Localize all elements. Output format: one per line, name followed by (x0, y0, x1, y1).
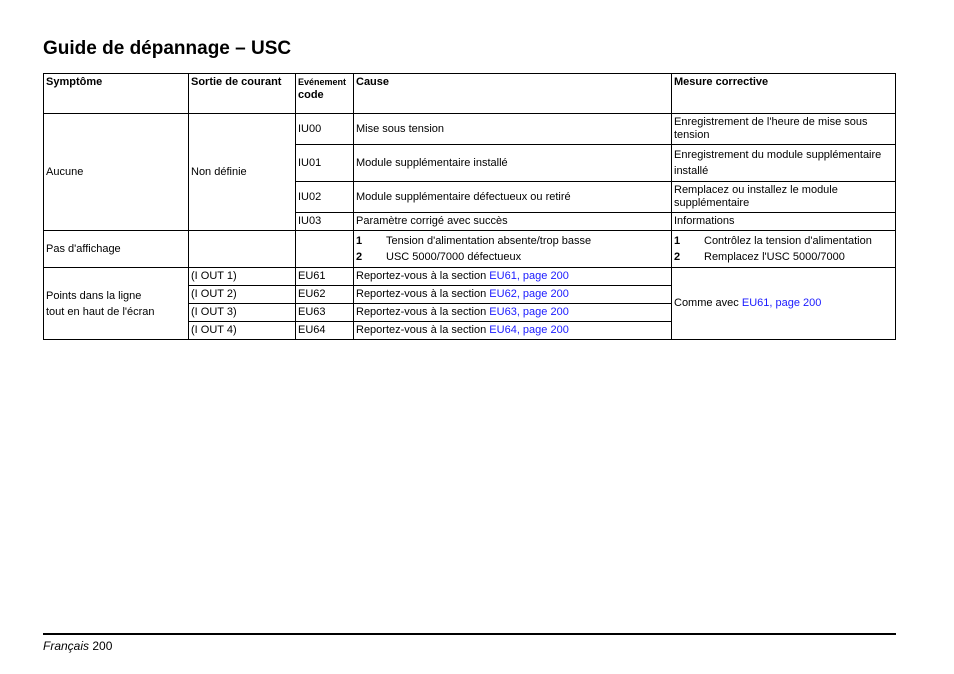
action-cell (672, 231, 896, 268)
section-link[interactable]: EU61, page 200 (741, 297, 822, 309)
code-cell: IU02 (296, 182, 354, 213)
action-cell: Informations (672, 213, 896, 231)
code-cell: EU62 (296, 286, 354, 304)
numbered-item: 1 Tension d'alimentation absente/trop basse (356, 235, 592, 247)
symptom-cell: Aucune (44, 114, 189, 231)
header-code: code (298, 89, 324, 101)
output-cell: (I OUT 1) (189, 268, 296, 286)
output-cell: (I OUT 3) (189, 304, 296, 322)
page-title: Guide de dépannage – USC (43, 38, 292, 59)
code-cell (296, 231, 354, 268)
troubleshooting-table (43, 73, 896, 340)
code-cell: IU01 (296, 145, 354, 182)
numbered-item: 2 USC 5000/7000 défectueux (356, 251, 522, 263)
action-cell: Remplacez ou installez le module supplémentaire (672, 182, 896, 213)
cause-cell: Reportez-vous à la section EU63, page 200 (354, 304, 672, 322)
symptom-cell: Points dans la ligne tout en haut de l'écran (44, 268, 189, 340)
header-action: Mesure corrective (672, 74, 896, 114)
numbered-item: 1 Contrôlez la tension d'alimentation (674, 235, 872, 247)
action-cell: Enregistrement du module supplémentaire installé (672, 145, 896, 182)
table-row (44, 114, 896, 145)
output-cell: Non définie (189, 114, 296, 231)
header-cause: Cause (354, 74, 672, 114)
cause-cell: Reportez-vous à la section EU61, page 200 (354, 268, 672, 286)
output-cell: (I OUT 4) (189, 322, 296, 340)
cause-cell: Module supplémentaire défectueux ou retiré (354, 182, 672, 213)
cause-cell: Reportez-vous à la section EU62, page 200 (354, 286, 672, 304)
header-row (44, 74, 896, 114)
action-cell: Enregistrement de l'heure de mise sous tension (672, 114, 896, 145)
section-link[interactable]: EU61, page 200 (489, 270, 569, 282)
symptom-cell: Pas d'affichage (44, 231, 189, 268)
page-number: 200 (92, 639, 113, 653)
header-symptom: Symptôme (44, 74, 189, 114)
code-cell: IU03 (296, 213, 354, 231)
footer-language: Français (43, 639, 90, 653)
section-link[interactable]: EU64, page 200 (489, 324, 569, 336)
code-cell: EU64 (296, 322, 354, 340)
table-row (44, 268, 896, 286)
table-row (44, 231, 896, 268)
output-cell (189, 231, 296, 268)
header-event: Evénement (298, 77, 347, 87)
page-footer (43, 639, 112, 653)
numbered-item: 2 Remplacez l'USC 5000/7000 (674, 251, 845, 263)
cause-cell: Reportez-vous à la section EU64, page 200 (354, 322, 672, 340)
code-cell: EU61 (296, 268, 354, 286)
header-event-code (296, 74, 354, 114)
cause-cell (354, 231, 672, 268)
output-cell: (I OUT 2) (189, 286, 296, 304)
section-link[interactable]: EU62, page 200 (489, 288, 569, 300)
action-cell: Comme avec EU61, page 200 (672, 268, 896, 340)
footer-divider (43, 633, 896, 635)
cause-cell: Module supplémentaire installé (354, 145, 672, 182)
section-link[interactable]: EU63, page 200 (489, 306, 569, 318)
code-cell: EU63 (296, 304, 354, 322)
cause-cell: Mise sous tension (354, 114, 672, 145)
cause-cell: Paramètre corrigé avec succès (354, 213, 672, 231)
code-cell: IU00 (296, 114, 354, 145)
header-output: Sortie de courant (189, 74, 296, 114)
